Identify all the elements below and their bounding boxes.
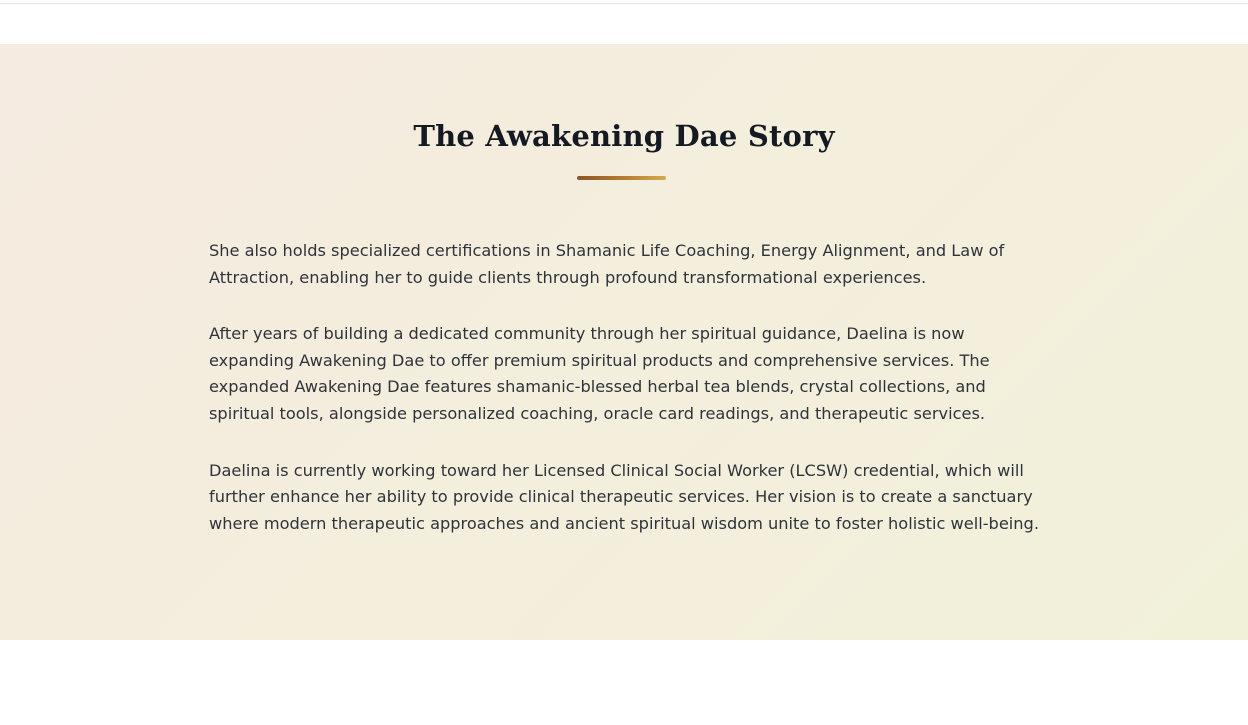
story-title: The Awakening Dae Story: [413, 119, 835, 153]
awakening-dae-story-section: [0, 44, 1248, 640]
story-paragraph-certifications: She also holds specialized certifications in Shamanic Life Coaching, Energy Alignment, and Law of Attraction, enabling her to guide clients through profound transformational experiences.: [209, 241, 1005, 287]
header-strip: [0, 0, 1248, 44]
title-accent-underline: [577, 176, 666, 180]
story-paragraph-expansion: After years of building a dedicated community through her spiritual guidance, Daelina is now expanding Awakening Dae to offer premium spiritual products and comprehensive services. The expanded Awakening Dae features shamanic-blessed herbal tea blends, crystal collections, and spiritual tools, alongside personalized coaching, oracle card readings, and therapeutic services.: [209, 324, 990, 423]
story-body: [209, 238, 1039, 537]
header-divider: [0, 3, 1248, 4]
story-paragraph-vision: Daelina is currently working toward her Licensed Clinical Social Worker (LCSW) credential, which will further enhance her ability to provide clinical therapeutic services. Her vision is to create a sanctuary where modern therapeutic approaches and ancient spiritual wisdom unite to foster holistic well-being.: [209, 460, 1039, 533]
